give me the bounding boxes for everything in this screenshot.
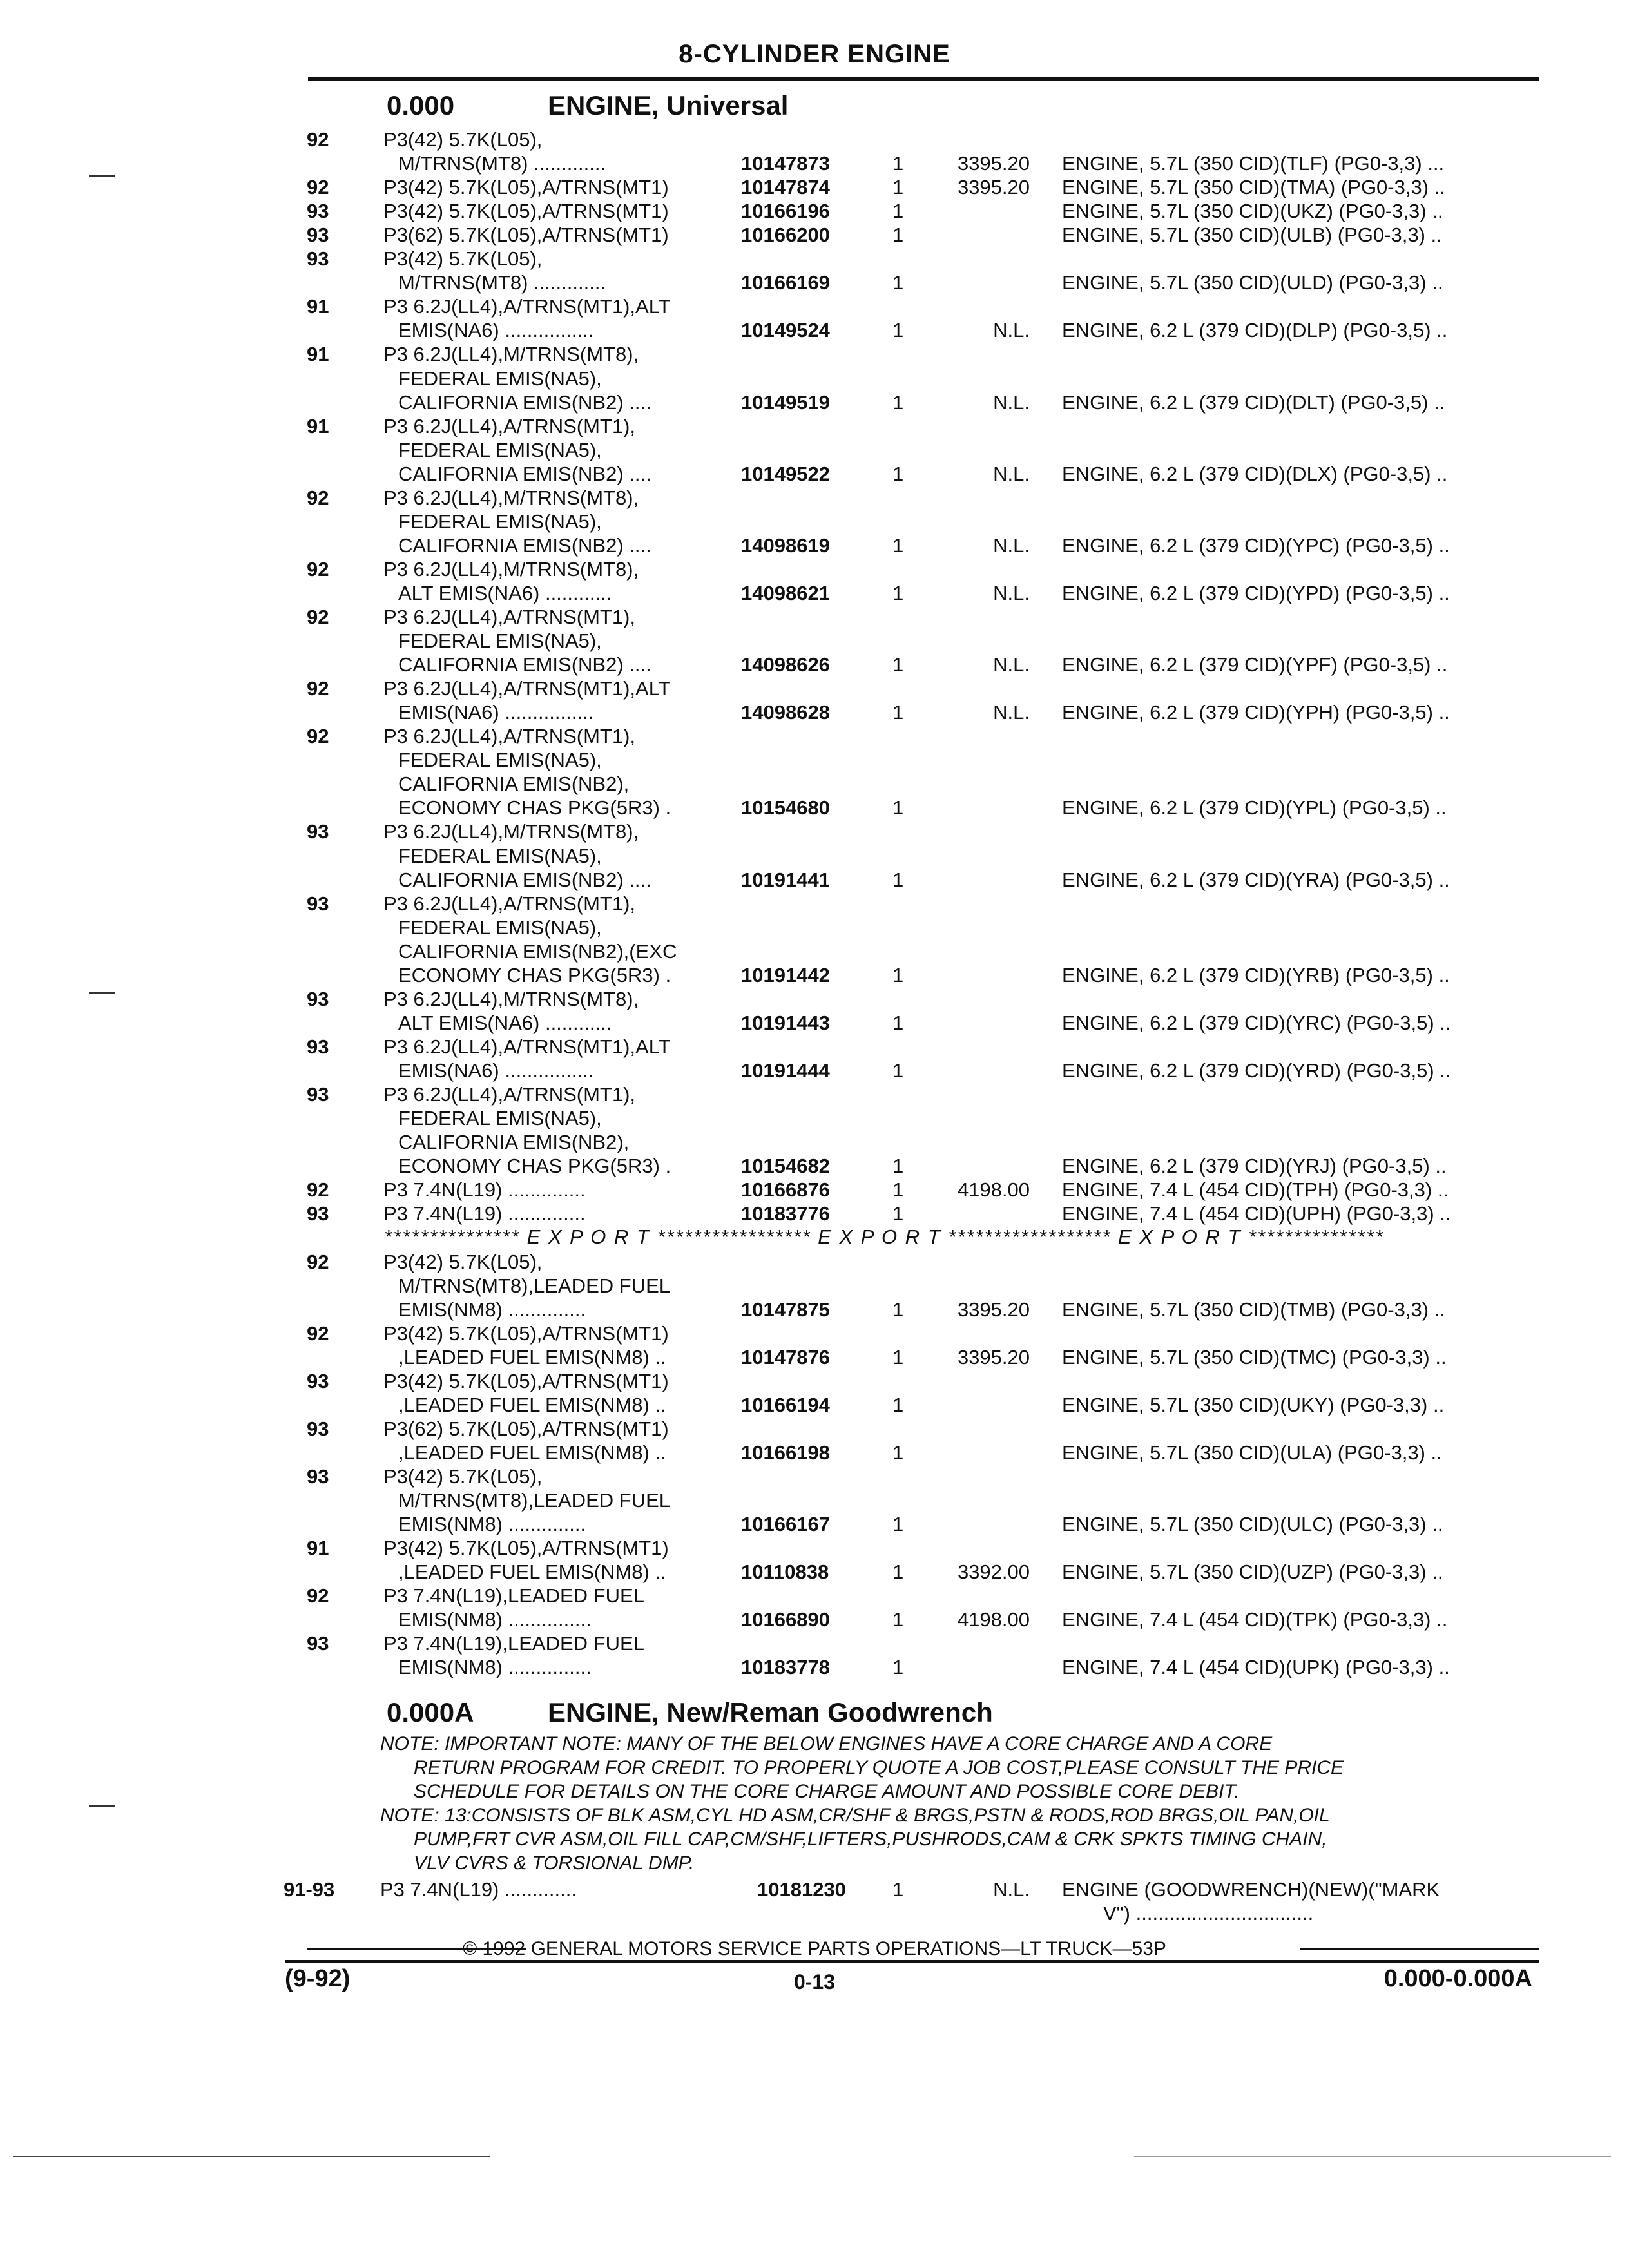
part-name-continued: V") ................................ xyxy=(1103,1902,1314,1925)
part-number: 10166890 xyxy=(741,1608,830,1631)
footer-rule-full xyxy=(285,1960,1539,1963)
usage-description: FEDERAL EMIS(NA5), xyxy=(398,916,602,939)
export-banner: *************** E X P O R T ***************** E X P O R T ****************** E X P O R T *************** xyxy=(384,1225,1384,1248)
usage-description: P3(62) 5.7K(L05),A/TRNS(MT1) xyxy=(383,1418,669,1440)
quantity: 1 xyxy=(892,1155,904,1178)
part-number: 10147873 xyxy=(741,152,830,175)
model-year: 93 xyxy=(307,1035,329,1058)
table-row xyxy=(0,557,1629,581)
note-line: NOTE: 13:CONSISTS OF BLK ASM,CYL HD ASM,CR/SHF & BRGS,PSTN & RODS,ROD BRGS,OIL PAN,OIL xyxy=(380,1805,1330,1826)
margin-mark xyxy=(89,175,115,177)
usage-description: ,LEADED FUEL EMIS(NM8) .. xyxy=(398,1441,666,1464)
part-name: ENGINE, 7.4 L (454 CID)(TPH) (PG0-3,3) .. xyxy=(1062,1178,1449,1202)
usage-description: M/TRNS(MT8),LEADED FUEL xyxy=(398,1489,670,1512)
part-name: ENGINE, 5.7L (350 CID)(UKY) (PG0-3,3) .. xyxy=(1062,1394,1445,1416)
model-year: 92 xyxy=(307,1178,329,1202)
usage-description: ,LEADED FUEL EMIS(NM8) .. xyxy=(398,1346,666,1369)
usage-description: P3(42) 5.7K(L05),A/TRNS(MT1) xyxy=(383,200,669,223)
footer-section-range: 0.000-0.000A xyxy=(1383,1965,1532,1992)
table-row xyxy=(0,1560,1629,1584)
model-year: 93 xyxy=(307,1418,329,1440)
part-name: ENGINE, 6.2 L (379 CID)(DLP) (PG0-3,5) .. xyxy=(1062,319,1448,342)
quantity: 1 xyxy=(892,963,904,986)
part-number: 10166198 xyxy=(741,1441,830,1464)
part-number: 14098626 xyxy=(741,653,830,677)
usage-description: EMIS(NA6) ................ xyxy=(398,319,594,342)
quantity: 1 xyxy=(892,653,904,677)
usage-description: EMIS(NM8) ............... xyxy=(398,1656,592,1678)
usage-description: P3 6.2J(LL4),M/TRNS(MT8), xyxy=(383,557,639,581)
usage-description: ALT EMIS(NA6) ............ xyxy=(398,1011,612,1034)
part-number: 10166194 xyxy=(741,1394,830,1416)
section-heading-universal xyxy=(387,90,788,121)
quantity: 1 xyxy=(892,581,904,604)
usage-description: CALIFORNIA EMIS(NB2), xyxy=(398,1131,630,1154)
usage-description: M/TRNS(MT8) ............. xyxy=(398,271,606,294)
usage-description: P3 6.2J(LL4),A/TRNS(MT1),ALT xyxy=(383,1035,671,1058)
usage-description: FEDERAL EMIS(NA5), xyxy=(398,629,602,653)
list-price: N.L. xyxy=(993,319,1030,342)
usage-description: ,LEADED FUEL EMIS(NM8) .. xyxy=(398,1561,666,1583)
table-row xyxy=(0,533,1629,557)
table-row xyxy=(0,868,1629,892)
table-row xyxy=(0,1298,1629,1321)
model-year: 93 xyxy=(307,1465,329,1488)
note-line: VLV CVRS & TORSIONAL DMP. xyxy=(414,1852,695,1874)
part-name: ENGINE, 7.4 L (454 CID)(TPK) (PG0-3,3) .. xyxy=(1062,1608,1448,1631)
section-title: ENGINE, New/Reman Goodwrench xyxy=(548,1697,993,1727)
section-heading-goodwrench xyxy=(387,1697,993,1728)
usage-description: FEDERAL EMIS(NA5), xyxy=(398,1107,602,1130)
part-name: ENGINE, 6.2 L (379 CID)(YPF) (PG0-3,5) .. xyxy=(1062,653,1448,677)
usage-description: CALIFORNIA EMIS(NB2), xyxy=(398,773,630,796)
note-line: PUMP,FRT CVR ASM,OIL FILL CAP,CM/SHF,LIFTERS,PUSHRODS,CAM & CRK SPKTS TIMING CHAIN, xyxy=(414,1829,1327,1850)
part-name: ENGINE, 5.7L (350 CID)(TMC) (PG0-3,3) .. xyxy=(1062,1346,1447,1369)
quantity: 1 xyxy=(892,1059,904,1082)
table-row xyxy=(0,724,1629,748)
table-row xyxy=(0,1130,1629,1154)
part-number: 10166167 xyxy=(741,1513,830,1535)
usage-description: P3 6.2J(LL4),A/TRNS(MT1), xyxy=(383,725,636,748)
usage-description: FEDERAL EMIS(NA5), xyxy=(398,510,602,533)
model-year: 91 xyxy=(307,414,329,437)
part-number: 10110838 xyxy=(741,1561,829,1583)
model-year: 92 xyxy=(307,1584,329,1607)
table-row xyxy=(0,1274,1629,1298)
usage-description: ALT EMIS(NA6) ............ xyxy=(398,581,612,604)
list-price: N.L. xyxy=(993,581,1030,604)
model-year: 92 xyxy=(307,486,329,509)
usage-description: ,LEADED FUEL EMIS(NM8) .. xyxy=(398,1394,666,1416)
part-name: ENGINE (GOODWRENCH)(NEW)("MARK xyxy=(1062,1878,1440,1901)
usage-description: P3 6.2J(LL4),M/TRNS(MT8), xyxy=(383,987,639,1010)
table-row xyxy=(0,318,1629,342)
table-row xyxy=(0,677,1629,700)
table-row xyxy=(0,748,1629,772)
part-number: 14098621 xyxy=(741,581,830,604)
margin-mark xyxy=(89,992,115,994)
usage-description: P3(42) 5.7K(L05),A/TRNS(MT1) xyxy=(383,1370,669,1392)
part-name: ENGINE, 6.2 L (379 CID)(YRB) (PG0-3,5) .. xyxy=(1062,963,1450,986)
table-row xyxy=(0,1465,1629,1488)
quantity: 1 xyxy=(892,271,904,294)
part-name: ENGINE, 5.7L (350 CID)(TMA) (PG0-3,3) .. xyxy=(1062,176,1445,199)
list-price: 4198.00 xyxy=(957,1608,1030,1631)
quantity: 1 xyxy=(892,1441,904,1464)
quantity: 1 xyxy=(892,176,904,199)
model-year: 93 xyxy=(307,987,329,1010)
usage-description: CALIFORNIA EMIS(NB2),(EXC xyxy=(398,939,677,963)
part-name: ENGINE, 5.7L (350 CID)(TLF) (PG0-3,3) ... xyxy=(1062,152,1445,175)
table-row xyxy=(0,1059,1629,1082)
usage-description: ECONOMY CHAS PKG(5R3) . xyxy=(398,963,671,986)
model-year: 91 xyxy=(307,295,329,318)
part-name: ENGINE, 6.2 L (379 CID)(YPD) (PG0-3,5) .. xyxy=(1062,581,1450,604)
table-row xyxy=(0,916,1629,939)
table-row xyxy=(0,605,1629,629)
part-number: 10191443 xyxy=(741,1011,830,1034)
table-row xyxy=(0,820,1629,843)
model-year: 93 xyxy=(307,247,329,271)
list-price: N.L. xyxy=(993,533,1030,557)
table-row xyxy=(0,939,1629,963)
footer-rule-right xyxy=(1300,1948,1539,1950)
part-name: ENGINE, 6.2 L (379 CID)(YRC) (PG0-3,5) .. xyxy=(1062,1011,1451,1034)
model-year: 93 xyxy=(307,1632,329,1655)
table-row xyxy=(0,1631,1629,1655)
part-name: ENGINE, 6.2 L (379 CID)(DLX) (PG0-3,5) .. xyxy=(1062,462,1448,485)
part-name: ENGINE, 6.2 L (379 CID)(YPC) (PG0-3,5) .. xyxy=(1062,533,1450,557)
list-price: N.L. xyxy=(993,462,1030,485)
part-number: 10183778 xyxy=(741,1656,830,1678)
footer-date: (9-92) xyxy=(285,1965,351,1992)
usage-description: P3(42) 5.7K(L05), xyxy=(383,128,543,151)
usage-description: CALIFORNIA EMIS(NB2) .... xyxy=(398,533,651,557)
section-code: 0.000 xyxy=(387,90,455,120)
quantity: 1 xyxy=(892,152,904,175)
page-title: 8-CYLINDER ENGINE xyxy=(679,40,950,68)
table-row xyxy=(0,223,1629,247)
part-number: 10147875 xyxy=(741,1298,830,1321)
usage-description: P3 7.4N(L19) .............. xyxy=(383,1202,586,1225)
quantity: 1 xyxy=(892,390,904,414)
table-row xyxy=(0,1345,1629,1369)
list-price: 3392.00 xyxy=(957,1561,1030,1583)
part-number: 10154682 xyxy=(741,1155,830,1178)
part-number: 10166196 xyxy=(741,200,830,223)
model-year: 93 xyxy=(307,224,329,247)
part-name: ENGINE, 6.2 L (379 CID)(YRA) (PG0-3,5) .. xyxy=(1062,868,1450,891)
model-year: 93 xyxy=(307,892,329,915)
model-year: 93 xyxy=(307,1370,329,1392)
list-price: 3395.20 xyxy=(957,1346,1030,1369)
model-year: 93 xyxy=(307,820,329,843)
quantity: 1 xyxy=(892,1202,904,1225)
table-row xyxy=(0,151,1629,175)
model-year: 92 xyxy=(307,1322,329,1345)
usage-description: P3(42) 5.7K(L05), xyxy=(383,1465,543,1488)
model-year: 92 xyxy=(307,557,329,581)
usage-description: P3 7.4N(L19),LEADED FUEL xyxy=(383,1584,644,1607)
table-row xyxy=(0,199,1629,223)
table-row xyxy=(0,1584,1629,1608)
list-price: 3395.20 xyxy=(957,152,1030,175)
usage-description: P3(42) 5.7K(L05), xyxy=(383,247,543,271)
usage-description: P3 6.2J(LL4),A/TRNS(MT1),ALT xyxy=(383,677,671,700)
footer-copyright: © 1992 GENERAL MOTORS SERVICE PARTS OPERATIONS—LT TRUCK—53P xyxy=(463,1938,1166,1959)
usage-description: P3(42) 5.7K(L05), xyxy=(383,1251,543,1273)
usage-description: CALIFORNIA EMIS(NB2) .... xyxy=(398,462,651,485)
quantity: 1 xyxy=(892,1298,904,1321)
table-row xyxy=(0,892,1629,916)
quantity: 1 xyxy=(892,868,904,891)
model-year: 92 xyxy=(307,128,329,151)
part-name: ENGINE, 6.2 L (379 CID)(YRJ) (PG0-3,5) .. xyxy=(1062,1155,1447,1178)
model-year: 93 xyxy=(307,200,329,223)
table-row xyxy=(0,1011,1629,1035)
table-row xyxy=(0,438,1629,462)
quantity: 1 xyxy=(892,533,904,557)
model-year: 92 xyxy=(307,606,329,628)
quantity: 1 xyxy=(892,1656,904,1678)
part-number: 10181230 xyxy=(757,1878,846,1901)
note-line: SCHEDULE FOR DETAILS ON THE CORE CHARGE AMOUNT AND POSSIBLE CORE DEBIT. xyxy=(414,1781,1240,1802)
part-number: 10166876 xyxy=(741,1178,830,1202)
part-number: 14098628 xyxy=(741,701,830,724)
usage-description: P3 6.2J(LL4),M/TRNS(MT8), xyxy=(383,486,639,509)
table-row xyxy=(0,1536,1629,1560)
usage-description: FEDERAL EMIS(NA5), xyxy=(398,367,602,390)
table-row xyxy=(0,796,1629,820)
quantity: 1 xyxy=(892,1178,904,1202)
table-row xyxy=(0,1178,1629,1202)
part-name: ENGINE, 5.7L (350 CID)(ULC) (PG0-3,3) .. xyxy=(1062,1513,1443,1535)
part-name: ENGINE, 5.7L (350 CID)(ULA) (PG0-3,3) .. xyxy=(1062,1441,1442,1464)
quantity: 1 xyxy=(892,1561,904,1583)
list-price: 3395.20 xyxy=(957,1298,1030,1321)
quantity: 1 xyxy=(892,701,904,724)
usage-description: P3(42) 5.7K(L05),A/TRNS(MT1) xyxy=(383,1322,669,1345)
table-row xyxy=(0,1441,1629,1465)
part-name: ENGINE, 7.4 L (454 CID)(UPH) (PG0-3,3) .. xyxy=(1062,1202,1451,1225)
quantity: 1 xyxy=(892,1513,904,1535)
quantity: 1 xyxy=(892,1608,904,1631)
margin-mark xyxy=(89,1805,115,1807)
part-number: 14098619 xyxy=(741,533,830,557)
usage-description: EMIS(NA6) ................ xyxy=(398,1059,594,1082)
quantity: 1 xyxy=(892,1394,904,1416)
table-row xyxy=(0,1082,1629,1106)
usage-description: P3 6.2J(LL4),M/TRNS(MT8), xyxy=(383,820,639,843)
quantity: 1 xyxy=(892,1346,904,1369)
part-number: 10183776 xyxy=(741,1202,830,1225)
table-row xyxy=(0,1417,1629,1441)
usage-description: P3(42) 5.7K(L05),A/TRNS(MT1) xyxy=(383,176,669,199)
note-line: RETURN PROGRAM FOR CREDIT. TO PROPERLY QUOTE A JOB COST,PLEASE CONSULT THE PRICE xyxy=(414,1757,1344,1778)
list-price: N.L. xyxy=(993,701,1030,724)
quantity: 1 xyxy=(892,462,904,485)
usage-description: ECONOMY CHAS PKG(5R3) . xyxy=(398,796,671,820)
table-row xyxy=(0,1878,1629,1901)
usage-description: P3 7.4N(L19) ............. xyxy=(380,1878,577,1901)
list-price: N.L. xyxy=(993,653,1030,677)
table-row xyxy=(0,1901,1629,1925)
part-number: 10149522 xyxy=(741,462,830,485)
usage-description: P3(42) 5.7K(L05),A/TRNS(MT1) xyxy=(383,1537,669,1559)
table-row xyxy=(0,1608,1629,1631)
model-year: 91-93 xyxy=(284,1878,335,1901)
part-number: 10147876 xyxy=(741,1346,830,1369)
table-row xyxy=(0,247,1629,271)
table-row xyxy=(0,1512,1629,1536)
header-rule xyxy=(308,77,1539,81)
part-number: 10191442 xyxy=(741,963,830,986)
section-title: ENGINE, Universal xyxy=(548,90,789,120)
table-row xyxy=(0,271,1629,294)
model-year: 93 xyxy=(307,1083,329,1106)
usage-description: P3 6.2J(LL4),A/TRNS(MT1), xyxy=(383,1083,636,1106)
usage-description: CALIFORNIA EMIS(NB2) .... xyxy=(398,868,651,891)
table-row xyxy=(0,1154,1629,1178)
table-row xyxy=(0,128,1629,151)
table-row xyxy=(0,844,1629,868)
table-row xyxy=(0,175,1629,199)
model-year: 92 xyxy=(307,1251,329,1273)
table-row xyxy=(0,700,1629,724)
table-row xyxy=(0,1106,1629,1130)
table-row xyxy=(0,1655,1629,1679)
list-price: 4198.00 xyxy=(957,1178,1030,1202)
usage-description: P3(62) 5.7K(L05),A/TRNS(MT1) xyxy=(383,224,669,247)
table-row xyxy=(0,1393,1629,1417)
part-name: ENGINE, 6.2 L (379 CID)(DLT) (PG0-3,5) .. xyxy=(1062,390,1445,414)
note xyxy=(380,1732,1559,1803)
part-name: ENGINE, 6.2 L (379 CID)(YRD) (PG0-3,5) .. xyxy=(1062,1059,1451,1082)
model-year: 92 xyxy=(307,677,329,700)
usage-description: EMIS(NM8) ............... xyxy=(398,1608,592,1631)
part-name: ENGINE, 6.2 L (379 CID)(YPL) (PG0-3,5) .. xyxy=(1062,796,1447,820)
table-row xyxy=(0,510,1629,533)
list-price: 3395.20 xyxy=(957,176,1030,199)
part-number: 10149519 xyxy=(741,390,830,414)
footer-page-number: 0-13 xyxy=(793,1970,836,1994)
scan-edge-line xyxy=(13,2156,490,2157)
usage-description: FEDERAL EMIS(NA5), xyxy=(398,749,602,772)
usage-description: EMIS(NM8) .............. xyxy=(398,1513,586,1535)
table-row xyxy=(0,987,1629,1011)
table-row xyxy=(0,390,1629,414)
scan-edge-line xyxy=(1134,2156,1611,2157)
model-year: 92 xyxy=(307,725,329,748)
section-code: 0.000A xyxy=(387,1697,474,1727)
part-name: ENGINE, 5.7L (350 CID)(TMB) (PG0-3,3) .. xyxy=(1062,1298,1445,1321)
part-name: ENGINE, 5.7L (350 CID)(ULD) (PG0-3,3) .. xyxy=(1062,271,1443,294)
usage-description: P3 6.2J(LL4),A/TRNS(MT1), xyxy=(383,606,636,628)
part-number: 10147874 xyxy=(741,176,830,199)
note-line: NOTE: IMPORTANT NOTE: MANY OF THE BELOW ENGINES HAVE A CORE CHARGE AND A CORE xyxy=(380,1733,1273,1754)
table-row xyxy=(0,462,1629,486)
table-row xyxy=(0,1250,1629,1274)
part-name: ENGINE, 6.2 L (379 CID)(YPH) (PG0-3,5) .. xyxy=(1062,701,1450,724)
table-row xyxy=(0,772,1629,796)
usage-description: FEDERAL EMIS(NA5), xyxy=(398,844,602,867)
quantity: 1 xyxy=(892,224,904,247)
usage-description: CALIFORNIA EMIS(NB2) .... xyxy=(398,390,651,414)
part-name: ENGINE, 7.4 L (454 CID)(UPK) (PG0-3,3) .. xyxy=(1062,1656,1450,1678)
model-year: 93 xyxy=(307,1202,329,1225)
table-row xyxy=(0,486,1629,510)
usage-description: CALIFORNIA EMIS(NB2) .... xyxy=(398,653,651,677)
quantity: 1 xyxy=(892,200,904,223)
table-row xyxy=(0,294,1629,318)
model-year: 92 xyxy=(307,176,329,199)
model-year: 91 xyxy=(307,1537,329,1559)
usage-description: P3 7.4N(L19) .............. xyxy=(383,1178,586,1202)
table-row xyxy=(0,653,1629,677)
usage-description: EMIS(NA6) ................ xyxy=(398,701,594,724)
table-row xyxy=(0,963,1629,987)
list-price: N.L. xyxy=(993,390,1030,414)
table-row xyxy=(0,1035,1629,1059)
part-number: 10154680 xyxy=(741,796,830,820)
quantity: 1 xyxy=(892,319,904,342)
usage-description: P3 6.2J(LL4),A/TRNS(MT1), xyxy=(383,414,636,437)
table-row xyxy=(0,629,1629,653)
table-row xyxy=(0,1202,1629,1225)
part-number: 10191444 xyxy=(741,1059,830,1082)
quantity: 1 xyxy=(892,796,904,820)
table-row xyxy=(0,581,1629,605)
quantity: 1 xyxy=(892,1878,904,1901)
usage-description: P3 6.2J(LL4),A/TRNS(MT1), xyxy=(383,892,636,915)
model-year: 91 xyxy=(307,343,329,366)
table-row xyxy=(0,1488,1629,1512)
usage-description: P3 6.2J(LL4),M/TRNS(MT8), xyxy=(383,343,639,366)
table-row xyxy=(0,1369,1629,1393)
part-name: ENGINE, 5.7L (350 CID)(UKZ) (PG0-3,3) .. xyxy=(1062,200,1443,223)
part-name: ENGINE, 5.7L (350 CID)(UZP) (PG0-3,3) .. xyxy=(1062,1561,1443,1583)
part-number: 10166169 xyxy=(741,271,830,294)
part-name: ENGINE, 5.7L (350 CID)(ULB) (PG0-3,3) .. xyxy=(1062,224,1442,247)
table-row xyxy=(0,342,1629,366)
table-row xyxy=(0,414,1629,438)
usage-description: P3 7.4N(L19),LEADED FUEL xyxy=(383,1632,644,1655)
part-number: 10166200 xyxy=(741,224,830,247)
usage-description: FEDERAL EMIS(NA5), xyxy=(398,438,602,461)
usage-description: ECONOMY CHAS PKG(5R3) . xyxy=(398,1155,671,1178)
usage-description: P3 6.2J(LL4),A/TRNS(MT1),ALT xyxy=(383,295,671,318)
usage-description: EMIS(NM8) .............. xyxy=(398,1298,586,1321)
part-number: 10191441 xyxy=(741,868,830,891)
part-number: 10149524 xyxy=(741,319,830,342)
table-row xyxy=(0,367,1629,390)
usage-description: M/TRNS(MT8),LEADED FUEL xyxy=(398,1274,670,1297)
list-price: N.L. xyxy=(993,1878,1030,1901)
quantity: 1 xyxy=(892,1011,904,1034)
table-row xyxy=(0,1321,1629,1345)
note xyxy=(380,1803,1559,1875)
usage-description: M/TRNS(MT8) ............. xyxy=(398,152,606,175)
